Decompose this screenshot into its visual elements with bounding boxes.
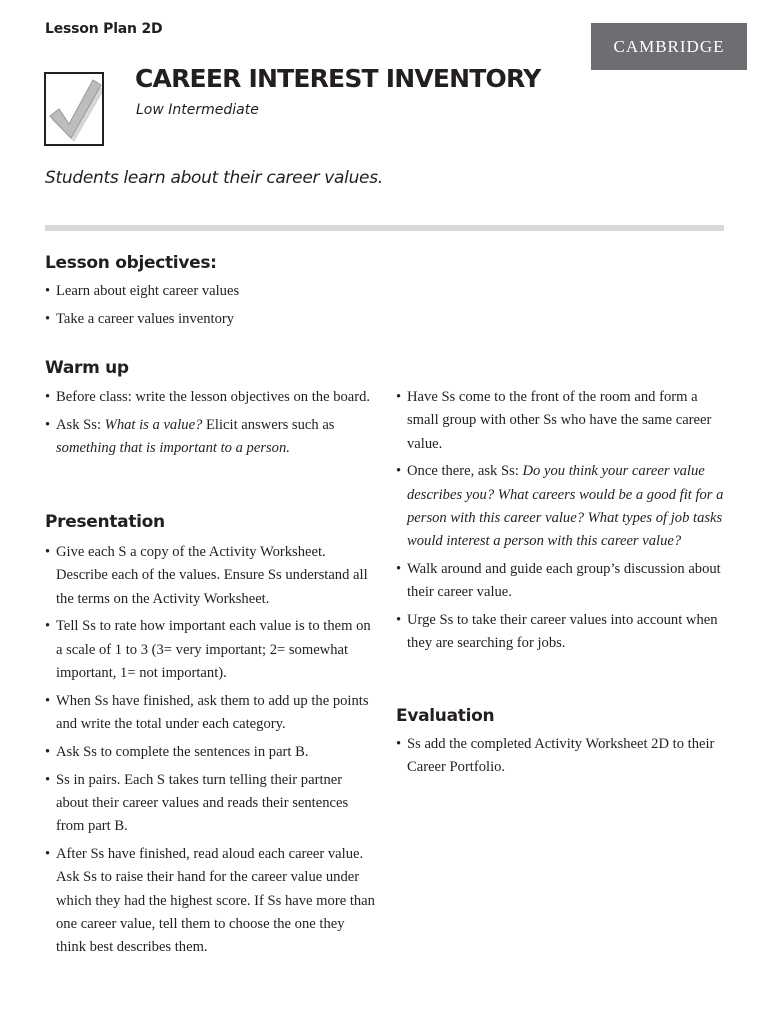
- list-item: • Urge Ss to take their career values into account when they are searching for jobs.: [396, 609, 731, 656]
- list-item: • Have Ss come to the front of the room and form a small group with other Ss who have the same career value.: [396, 386, 731, 456]
- objectives-heading: Lesson objectives:: [45, 253, 217, 273]
- item-italic-text: What is a value?: [104, 416, 203, 433]
- list-item: [45, 414, 375, 461]
- list-item: • Ask Ss to complete the sentences in part B.: [45, 741, 375, 764]
- list-item: • Tell Ss to rate how important each value is to them on a scale of 1 to 3 (3= very important; 2= somewhat important, 1= not important).: [45, 615, 375, 685]
- list-item: • Ss add the completed Activity Worksheet 2D to their Career Portfolio.: [396, 733, 731, 780]
- tagline: Students learn about their career values.: [45, 168, 383, 188]
- practice-list: [396, 386, 731, 660]
- list-item: • Take a career values inventory: [45, 308, 385, 331]
- list-item: • Ss in pairs. Each S takes turn telling their partner about their career values and reads their sentences from part B.: [45, 769, 375, 839]
- presentation-heading: Presentation: [45, 512, 165, 532]
- item-text: Elicit answers such as: [202, 416, 335, 433]
- checkmark-icon: [44, 72, 104, 146]
- item-italic-text: Do you think your career value describes you? What careers would be a good fit for a person with this career value? What types of job tasks would interest a person with this career value?: [407, 463, 724, 550]
- list-item: [396, 460, 731, 553]
- logo-text: CAMBRIDGE: [613, 36, 725, 56]
- list-item: • After Ss have finished, read aloud each career value. Ask Ss to raise their hand for the career value under which they had the highest score. If Ss have more than one career value, tell them to choose the one they think best describes them.: [45, 843, 375, 959]
- item-text: Once there, ask Ss:: [407, 463, 523, 480]
- item-italic-text: something that is important to a person.: [56, 440, 290, 457]
- evaluation-heading: Evaluation: [396, 706, 495, 726]
- page-title: CAREER INTEREST INVENTORY: [135, 64, 541, 93]
- presentation-list: [45, 541, 375, 964]
- warm-up-list: [45, 386, 375, 465]
- level-label: Low Intermediate: [136, 102, 259, 118]
- lesson-plan-label: Lesson Plan 2D: [45, 21, 163, 37]
- list-item: • Walk around and guide each group’s discussion about their career value.: [396, 558, 731, 605]
- evaluation-list: [396, 733, 731, 784]
- cambridge-logo: [591, 23, 747, 70]
- warm-up-heading: Warm up: [45, 358, 129, 378]
- item-text: Ask Ss:: [56, 416, 105, 433]
- list-item: • Learn about eight career values: [45, 280, 385, 303]
- objectives-list: [45, 280, 385, 337]
- divider: [45, 225, 724, 231]
- list-item: • Give each S a copy of the Activity Worksheet. Describe each of the values. Ensure Ss understand all the terms on the Activity Worksheet.: [45, 541, 375, 611]
- list-item: • Before class: write the lesson objectives on the board.: [45, 386, 375, 409]
- list-item: • When Ss have finished, ask them to add up the points and write the total under each category.: [45, 690, 375, 737]
